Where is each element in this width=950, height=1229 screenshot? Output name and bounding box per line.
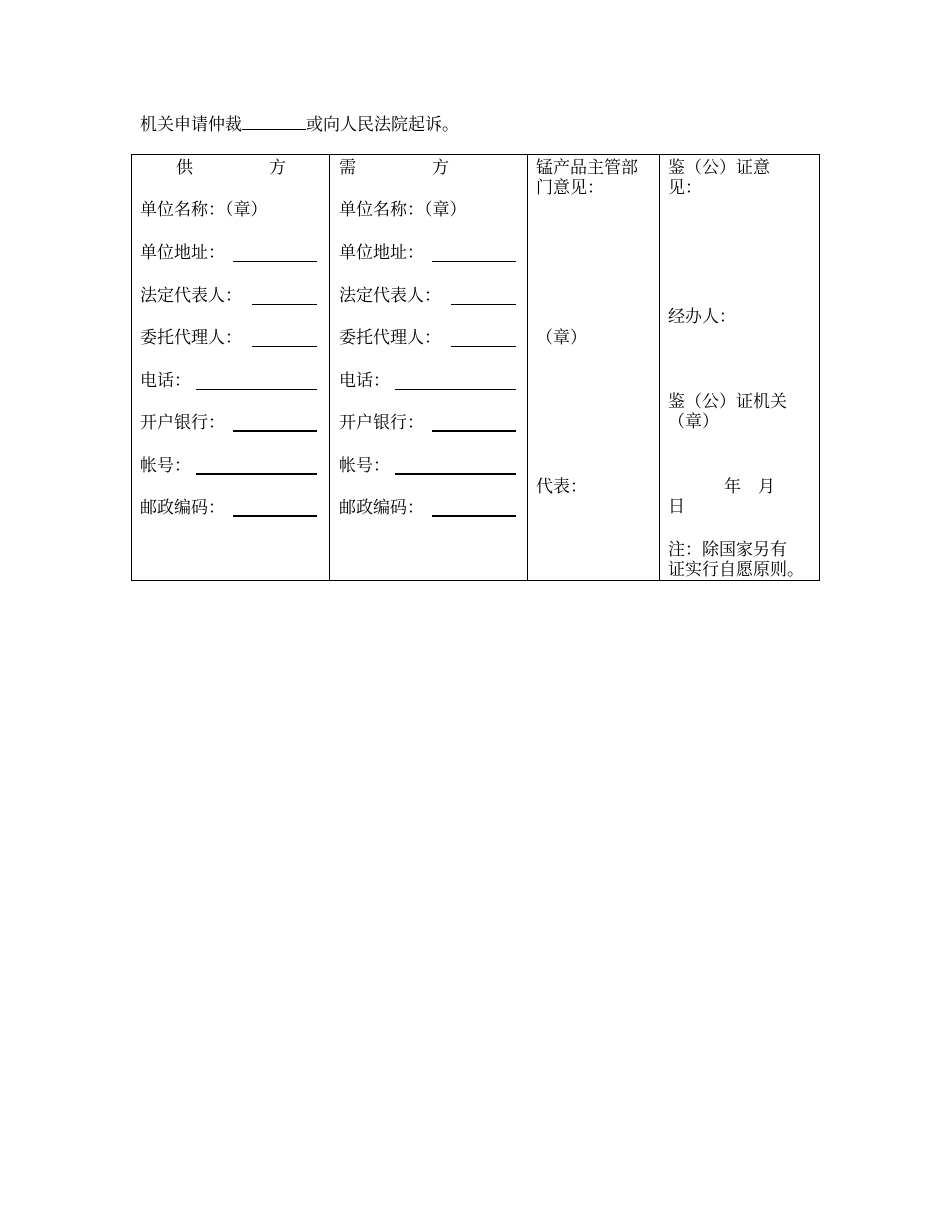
supplier-bank-field[interactable] [233,430,317,432]
intro-text-after: 或向人民法院起诉。 [306,115,459,135]
supplier-agent-field[interactable] [252,346,317,347]
buyer-phone-field[interactable] [395,389,516,390]
notary-note-line2: 证实行自愿原则。 [668,560,804,580]
authority-title-line2: 门意见： [536,178,604,198]
supplier-address-field[interactable] [233,261,317,262]
buyer-postcode-label: 邮政编码： [339,498,424,518]
buyer-name-label: 单位名称：（章） [339,200,467,220]
supplier-column [132,155,330,581]
authority-column [528,155,660,581]
notary-note-line1: 注：除国家另有 [668,540,787,560]
supplier-header-left: 供 [176,158,193,178]
buyer-agent-field[interactable] [451,346,516,347]
supplier-phone-label: 电话： [140,371,191,391]
supplier-agent-label: 委托代理人： [140,328,242,348]
notary-org-line1: 鉴（公）证机关 [668,392,787,412]
buyer-address-field[interactable] [432,261,516,262]
buyer-account-label: 帐号： [339,456,390,476]
arbitration-blank[interactable] [242,113,306,130]
notary-column [660,155,820,581]
contract-signature-table [131,154,820,581]
buyer-address-label: 单位地址： [339,243,424,263]
buyer-bank-field[interactable] [432,430,516,432]
intro-line [140,113,459,136]
authority-rep-label: 代表： [536,477,587,497]
supplier-account-label: 帐号： [140,456,191,476]
notary-date-line1: 年 月 [724,477,775,497]
supplier-legal-rep-label: 法定代表人： [140,286,242,306]
buyer-account-field[interactable] [395,473,516,475]
buyer-header-left: 需 [339,158,356,178]
buyer-bank-label: 开户银行： [339,413,424,433]
authority-seal: （章） [536,328,587,348]
notary-title-line1: 鉴（公）证意 [668,158,770,178]
supplier-legal-rep-field[interactable] [252,304,317,305]
supplier-header-right: 方 [269,158,286,178]
supplier-name-label: 单位名称：（章） [140,200,268,220]
notary-handler-label: 经办人： [668,307,736,327]
supplier-postcode-label: 邮政编码： [140,498,225,518]
authority-title-line1: 锰产品主管部 [536,158,638,178]
supplier-phone-field[interactable] [196,389,317,390]
supplier-postcode-field[interactable] [233,515,317,517]
buyer-column [330,155,528,581]
supplier-account-field[interactable] [196,473,317,475]
buyer-header-right: 方 [432,158,449,178]
supplier-bank-label: 开户银行： [140,413,225,433]
intro-text-before: 机关申请仲裁 [140,115,242,135]
buyer-agent-label: 委托代理人： [339,328,441,348]
notary-title-line2: 见： [668,178,702,198]
supplier-address-label: 单位地址： [140,243,225,263]
notary-org-line2: （章） [668,412,719,432]
buyer-phone-label: 电话： [339,371,390,391]
buyer-postcode-field[interactable] [432,515,516,517]
buyer-legal-rep-field[interactable] [451,304,516,305]
notary-date-line2: 日 [668,497,685,517]
buyer-legal-rep-label: 法定代表人： [339,286,441,306]
